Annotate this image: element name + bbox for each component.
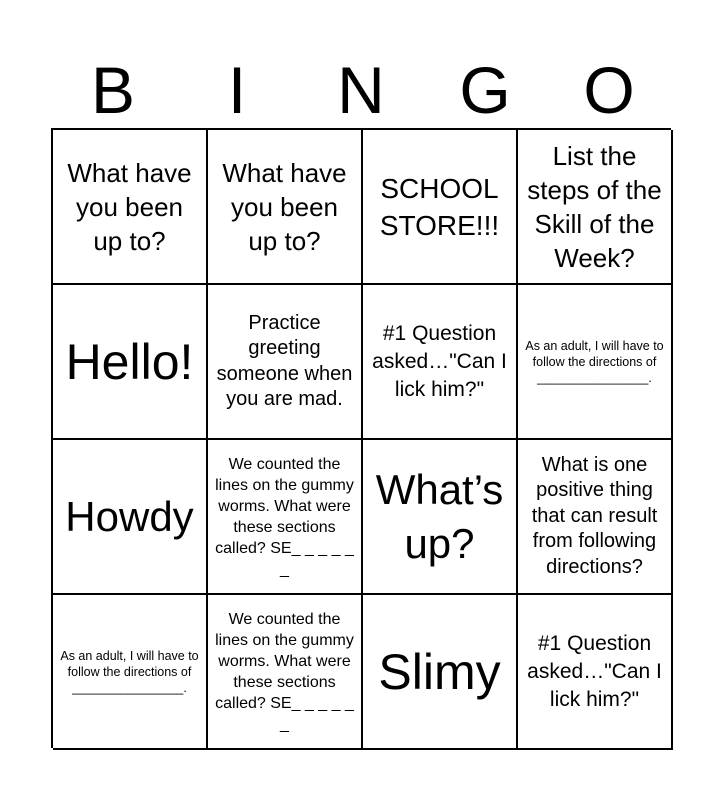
header-letter-o: O <box>583 53 635 127</box>
header-letter-i: I <box>227 53 247 127</box>
bingo-cell[interactable]: SCHOOL STORE!!! <box>363 130 518 285</box>
bingo-cell[interactable]: #1 Question asked…"Can I lick him?" <box>518 595 673 750</box>
bingo-cell[interactable]: As an adult, I will have to follow the directions of ________________. <box>518 285 673 440</box>
bingo-cell[interactable]: We counted the lines on the gummy worms. What were these sections called? SE_ _ _ _ _ _ <box>208 440 363 595</box>
header-letter-g: G <box>459 53 511 127</box>
bingo-cell[interactable]: Slimy <box>363 595 518 750</box>
bingo-cell[interactable]: Howdy <box>53 440 208 595</box>
bingo-cell[interactable]: What’s up? <box>363 440 518 595</box>
bingo-cell[interactable]: What is one positive thing that can result from following directions? <box>518 440 673 595</box>
bingo-header <box>51 52 671 128</box>
bingo-cell[interactable]: Hello! <box>53 285 208 440</box>
header-letter-b: B <box>90 53 136 127</box>
bingo-grid <box>51 128 671 748</box>
bingo-cell[interactable]: #1 Question asked…"Can I lick him?" <box>363 285 518 440</box>
bingo-cell[interactable]: Practice greeting someone when you are mad. <box>208 285 363 440</box>
bingo-cell[interactable]: List the steps of the Skill of the Week? <box>518 130 673 285</box>
bingo-cell[interactable]: What have you been up to? <box>53 130 208 285</box>
bingo-cell[interactable]: What have you been up to? <box>208 130 363 285</box>
header-letter-n: N <box>337 53 385 127</box>
bingo-cell[interactable]: As an adult, I will have to follow the directions of ________________. <box>53 595 208 750</box>
bingo-cell[interactable]: We counted the lines on the gummy worms. What were these sections called? SE_ _ _ _ _ _ <box>208 595 363 750</box>
